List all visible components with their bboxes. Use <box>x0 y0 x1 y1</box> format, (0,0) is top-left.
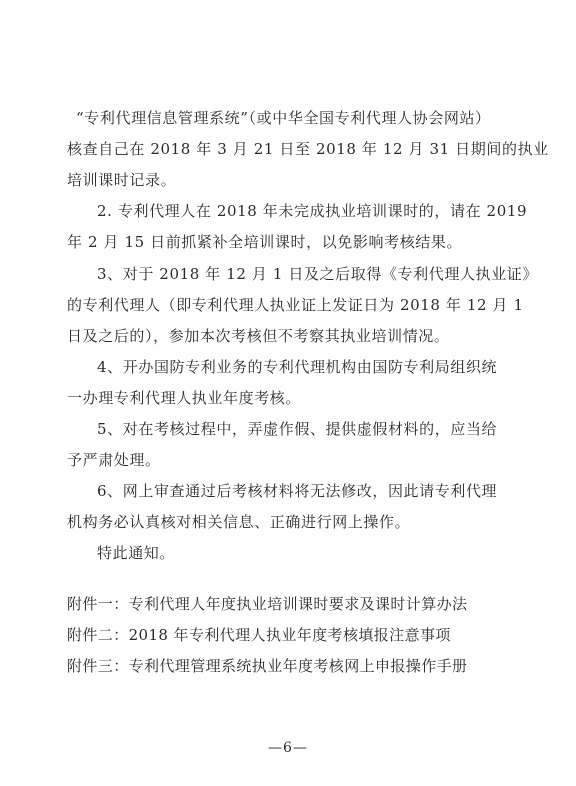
body-line-9: 4、开办国防专利业务的专利代理机构由国防专利局组织统 <box>97 358 498 376</box>
page-number: —6— <box>268 740 308 756</box>
body-line-10: 一办理专利代理人执业年度考核。 <box>67 389 302 407</box>
body-line-4: 2. 专利代理人在 2018 年未完成执业培训课时的，请在 2019 <box>97 202 528 220</box>
body-line-5: 年 2 月 15 日前抓紧补全培训课时，以免影响考核结果。 <box>67 233 463 251</box>
closing-line: 特此通知。 <box>97 544 176 562</box>
body-line-14: 机构务必认真核对相关信息、正确进行网上操作。 <box>67 513 411 531</box>
body-line-2: 核查自己在 2018 年 3 月 21 日至 2018 年 12 月 31 日期间的执业 <box>67 140 549 158</box>
body-line-1: “专利代理信息管理系统”（或中华全国专利代理人协会网站） <box>76 109 491 127</box>
body-line-12: 予严肃处理。 <box>67 451 161 469</box>
attachment-2: 附件二：2018 年专利代理人执业年度考核填报注意事项 <box>67 626 451 644</box>
body-line-3: 培训课时记录。 <box>67 171 177 189</box>
body-line-7: 的专利代理人（即专利代理人执业证上发证日为 2018 年 12 月 1 <box>67 296 524 314</box>
attachment-1: 附件一：专利代理人年度执业培训课时要求及课时计算办法 <box>67 595 468 613</box>
body-line-13: 6、网上审查通过后考核材料将无法修改，因此请专利代理 <box>97 482 498 500</box>
body-line-8: 日及之后的），参加本次考核但不考察其执业培训情况。 <box>67 327 450 345</box>
attachment-3: 附件三：专利代理管理系统执业年度考核网上申报操作手册 <box>67 657 468 675</box>
body-line-11: 5、对在考核过程中，弄虚作假、提供虚假材料的，应当给 <box>97 420 498 438</box>
body-line-6: 3、对于 2018 年 12 月 1 日及之后取得《专利代理人执业证》 <box>97 265 538 283</box>
